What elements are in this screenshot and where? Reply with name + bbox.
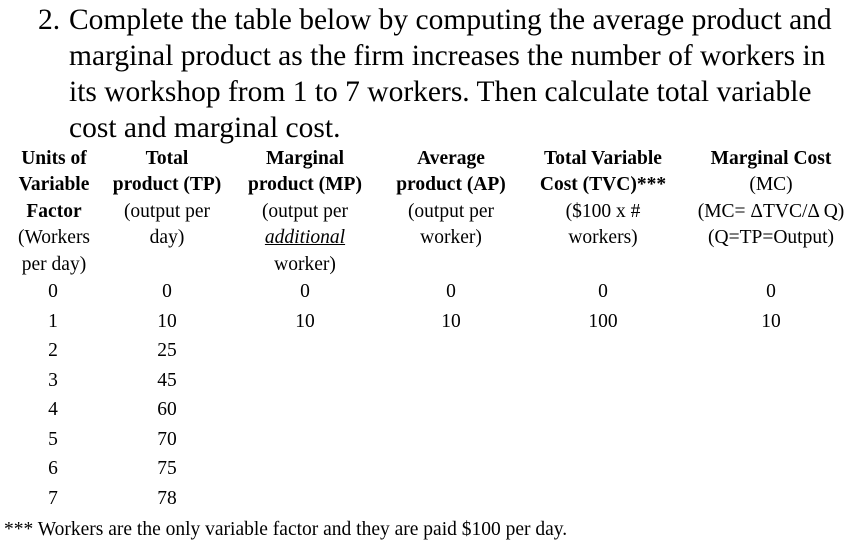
header-line: day) — [149, 227, 185, 249]
question-number: 2. — [38, 4, 61, 36]
cell-workers: 7 — [48, 488, 58, 509]
header-line: Units of — [21, 148, 87, 169]
header-line: per day) — [21, 253, 87, 275]
header-line: product (MP) — [248, 174, 362, 196]
cell-mc: 10 — [761, 311, 781, 332]
header-line: product (AP) — [396, 174, 506, 196]
table-row — [0, 429, 860, 459]
header-line: ($100 x # — [565, 200, 641, 222]
cell-tp: 10 — [157, 311, 177, 332]
header-line: (Workers — [17, 227, 91, 249]
footnote: *** Workers are the only variable factor and they are paid $100 per day. — [4, 519, 568, 540]
header-line: workers) — [568, 227, 638, 249]
header-line: Total — [145, 148, 189, 169]
question-text: Complete the table below by computing the average product and marginal product as the firm increases the number of workers in its workshop from 1 to 7 workers. Then calculate total variable cost and marginal cost. — [69, 4, 832, 144]
header-average-product — [383, 146, 519, 252]
header-line: Marginal Cost — [710, 148, 832, 169]
cell-tvc: 0 — [598, 281, 608, 302]
header-line: (output per — [123, 200, 211, 222]
table-row — [0, 458, 860, 488]
cell-mp: 0 — [300, 281, 310, 302]
header-line: additional — [264, 227, 346, 249]
cell-workers: 5 — [48, 429, 58, 450]
table-row — [0, 370, 860, 400]
cell-tp: 75 — [157, 458, 177, 479]
header-total-product — [102, 146, 232, 252]
cell-workers: 4 — [48, 399, 58, 420]
header-line: Average — [417, 148, 485, 169]
header-line: Cost (TVC)*** — [539, 174, 667, 196]
header-total-variable-cost — [528, 146, 678, 252]
cell-tp: 45 — [157, 370, 177, 391]
header-line: (output per — [407, 200, 495, 222]
cell-tp: 60 — [157, 399, 177, 420]
table-row — [0, 399, 860, 429]
header-line: worker) — [274, 253, 336, 275]
header-units-of-variable-factor — [4, 146, 104, 278]
header-line: (MC= ΔTVC/Δ Q) — [697, 200, 845, 222]
cell-tp: 0 — [162, 281, 172, 302]
header-line: Total Variable — [544, 148, 662, 169]
header-line: product (TP) — [112, 174, 222, 196]
header-marginal-cost — [683, 146, 859, 252]
cell-tp: 78 — [157, 488, 177, 509]
table-row — [0, 311, 860, 341]
cell-tp: 70 — [157, 429, 177, 450]
header-marginal-product — [237, 146, 373, 278]
cell-workers: 2 — [48, 340, 58, 361]
cell-mc: 0 — [766, 281, 776, 302]
table-row — [0, 281, 860, 311]
cell-workers: 1 — [48, 311, 58, 332]
header-line: (MC) — [749, 174, 793, 196]
cell-workers: 6 — [48, 458, 58, 479]
cell-workers: 0 — [48, 281, 58, 302]
table-row — [0, 340, 860, 370]
header-line: Variable — [18, 174, 90, 196]
cell-ap: 0 — [446, 281, 456, 302]
cell-mp: 10 — [295, 311, 315, 332]
header-line: (Q=TP=Output) — [708, 227, 834, 249]
header-line: Marginal — [266, 148, 344, 169]
cell-tp: 25 — [157, 340, 177, 361]
cell-tvc: 100 — [588, 311, 618, 332]
cell-workers: 3 — [48, 370, 58, 391]
header-line: Factor — [26, 200, 82, 222]
header-line: (output per — [261, 200, 349, 222]
header-line: worker) — [420, 227, 482, 249]
cell-ap: 10 — [441, 311, 461, 332]
table-row — [0, 488, 860, 518]
